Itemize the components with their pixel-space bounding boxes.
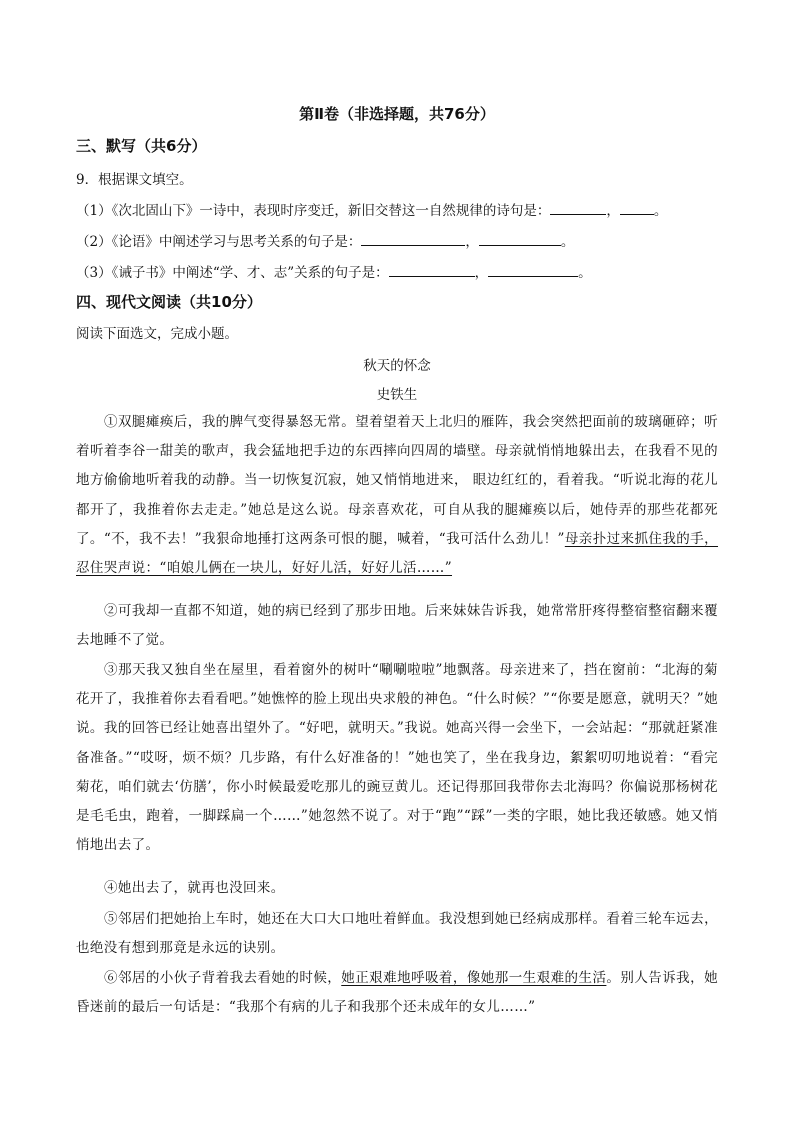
- paragraph-4: ④她出去了，就再也没回来。: [104, 880, 285, 896]
- paragraph-6-text-a: ⑥邻居的小伙子背着我去看她的时候，: [104, 970, 342, 986]
- paragraph-6: [76, 964, 718, 1022]
- paragraph-5: ⑤邻居们把她抬上车时，她还在大口大口地吐着鲜血。我没想到她已经病成那样。看着三轮车远去，也绝没有想到那竟是永远的诀别。: [76, 911, 718, 957]
- end-mark: 。: [578, 265, 592, 281]
- paragraph-1: [76, 408, 718, 583]
- answer-blank[interactable]: [620, 200, 654, 215]
- fill-item-1: [76, 199, 667, 219]
- volume-title: 第Ⅱ卷（非选择题，共76分）: [299, 105, 495, 123]
- fill-item-3: [76, 261, 592, 281]
- underlined-phrase: 她正艰难地呼吸着，像她那一生艰难的生活: [341, 970, 607, 986]
- fill-item-3-text: （3）《诫子书》中阐述“学、才、志”关系的句子是：: [76, 265, 389, 281]
- section-3-heading: 三、默写（共6分）: [76, 137, 207, 155]
- question-9-intro: 9．根据课文填空。: [76, 172, 193, 188]
- separator: ，: [465, 234, 479, 250]
- reading-instruction: 阅读下面选文，完成小题。: [76, 326, 238, 342]
- paragraph-2: ②可我却一直都不知道，她的病已经到了那步田地。后来妹妹告诉我，她常常肝疼得整宿整宿翻来覆去地睡不了觉。: [76, 603, 718, 649]
- answer-blank[interactable]: [479, 231, 561, 246]
- section-4-heading: 四、现代文阅读（共10分）: [76, 293, 262, 311]
- answer-blank[interactable]: [550, 200, 606, 215]
- fill-item-2: [76, 230, 574, 250]
- answer-blank[interactable]: [361, 231, 465, 246]
- article-author: 史铁生: [376, 387, 418, 403]
- answer-blank[interactable]: [389, 262, 475, 277]
- fill-item-2-text: （2）《论语》中阐述学习与思考关系的句子是：: [76, 234, 362, 250]
- paragraph-6-text-b: 。别人告诉我，她昏迷前的最后一句话是：“我那个有病的儿子和我那个还未成年的女儿……”: [76, 970, 718, 1016]
- separator: ，: [474, 265, 489, 281]
- end-mark: 。: [653, 203, 668, 219]
- underlined-sentence: 母亲扑过来抓住我的手，忍住哭声说：“咱娘儿俩在一块儿，好好儿活，好好儿活……”: [76, 530, 719, 577]
- separator: ，: [606, 203, 620, 219]
- fill-item-1-text: （1）《次北固山下》一诗中，表现时序变迁，新旧交替这一自然规律的诗句是：: [76, 203, 551, 219]
- article-title: 秋天的怀念: [363, 358, 431, 374]
- answer-blank[interactable]: [488, 262, 578, 277]
- paragraph-1-text: ①双腿瘫痪后，我的脾气变得暴怒无常。望着望着天上北归的雁阵，我会突然把面前的玻璃砸碎；听着听着李谷一甜美的歌声，我会猛地把手边的东西摔向四周的墙壁。母亲就悄悄地躲出去，在我看不见的地方偷偷地听着我的动静。当一切恢复沉寂，她又悄悄地进来， 眼边红红的，看着我。“听说北海的花儿都开了，我推着你去走走。”她总是这么说。母亲喜欢花，可自从我的腿瘫痪以后，她侍弄的那些花都死了。“不，我不去！”我狠命地捶打这两条可恨的腿，喊着，“我可活什么劲儿！”: [76, 414, 718, 547]
- paragraph-3: ③那天我又独自坐在屋里，看着窗外的树叶“唰唰啦啦”地飘落。母亲进来了，挡在窗前：“北海的菊花开了，我推着你去看看吧。”她憔悴的脸上现出央求般的神色。“什么时候？”“你要是愿意，就明天？”她说。我的回答已经让她喜出望外了。“好吧，就明天。”我说。她高兴得一会坐下，一会站起：“那就赶紧准备准备。”“哎呀，烦不烦？几步路，有什么好准备的！”她也笑了，坐在我身边，絮絮叨叨地说着：“看完菊花，咱们就去‘仿膳’，你小时候最爱吃那儿的豌豆黄儿。还记得那回我带你去北海吗？你偏说那杨树花是毛毛虫，跑着，一脚踩扁一个……”她忽然不说了。对于“跑”“踩”一类的字眼，她比我还敏感。她又悄悄地出去了。: [76, 662, 718, 854]
- end-mark: 。: [560, 234, 575, 250]
